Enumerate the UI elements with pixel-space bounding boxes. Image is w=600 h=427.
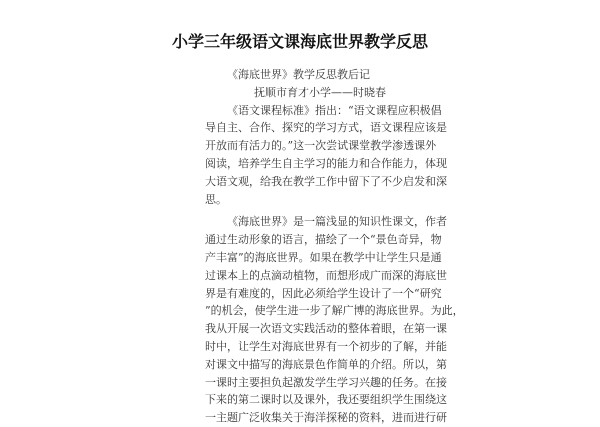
paragraph-line: 我从开展一次语文实践活动的整体着眼，在第一课 <box>205 322 447 336</box>
paragraph-line: 思。 <box>205 192 227 206</box>
paragraph-line: 一课时主要担负起激发学生学习兴趣的任务。在接 <box>205 375 447 389</box>
paragraph-line: 一主题广泛收集关于海洋探秘的资料，进而进行研 <box>205 411 447 425</box>
paragraph-line: ”的机会，使学生进一步了解广博的海底世界。为此， <box>205 304 464 318</box>
paragraph-line: 阅读，培养学生自主学习的能力和合作能力，体现 <box>205 156 447 170</box>
paragraph-2 <box>205 213 464 427</box>
paragraph-1 <box>205 102 447 209</box>
author-line: 抚顺市育才小学——时晓春 <box>254 85 386 99</box>
paragraph-line: 下来的第二课时以及课外，我还要组织学生围绕这 <box>205 393 447 407</box>
paragraph-line: 开放而有活力的。”这一次尝试课堂教学渗透课外 <box>205 139 437 153</box>
paragraph-line: 《语文课程标准》指出：“语文课程应积极倡 <box>227 103 442 117</box>
paragraph-line: 通过生动形象的语言，描绘了一个“景色奇异，物 <box>205 233 442 247</box>
paragraph-line: 产丰富”的海底世界。如果在教学中让学生只是通 <box>205 250 442 264</box>
document-title: 小学三年级语文课海底世界教学反思 <box>171 32 428 51</box>
paragraph-line: 导自主、合作、探究的学习方式，语文课程应该是 <box>205 121 447 135</box>
heading-line: 《海底世界》教学反思教后记 <box>227 68 370 81</box>
paragraph-line: 过课本上的点滴动植物，而想形成广而深的海底世 <box>205 268 447 282</box>
document-body <box>205 66 464 427</box>
paragraph-line: 大语文观，给我在教学工作中留下了不少启发和深 <box>205 174 447 188</box>
paragraph-line: 时中，让学生对海底世界有一个初步的了解，并能 <box>205 339 447 353</box>
paragraph-line: 《海底世界》是一篇浅显的知识性课文，作者 <box>227 215 447 229</box>
paragraph-line: 对课文中描写的海底景色作简单的介绍。所以，第 <box>205 357 447 371</box>
paragraph-line: 界是有难度的，因此必须给学生设计了一个“研究 <box>205 286 442 300</box>
